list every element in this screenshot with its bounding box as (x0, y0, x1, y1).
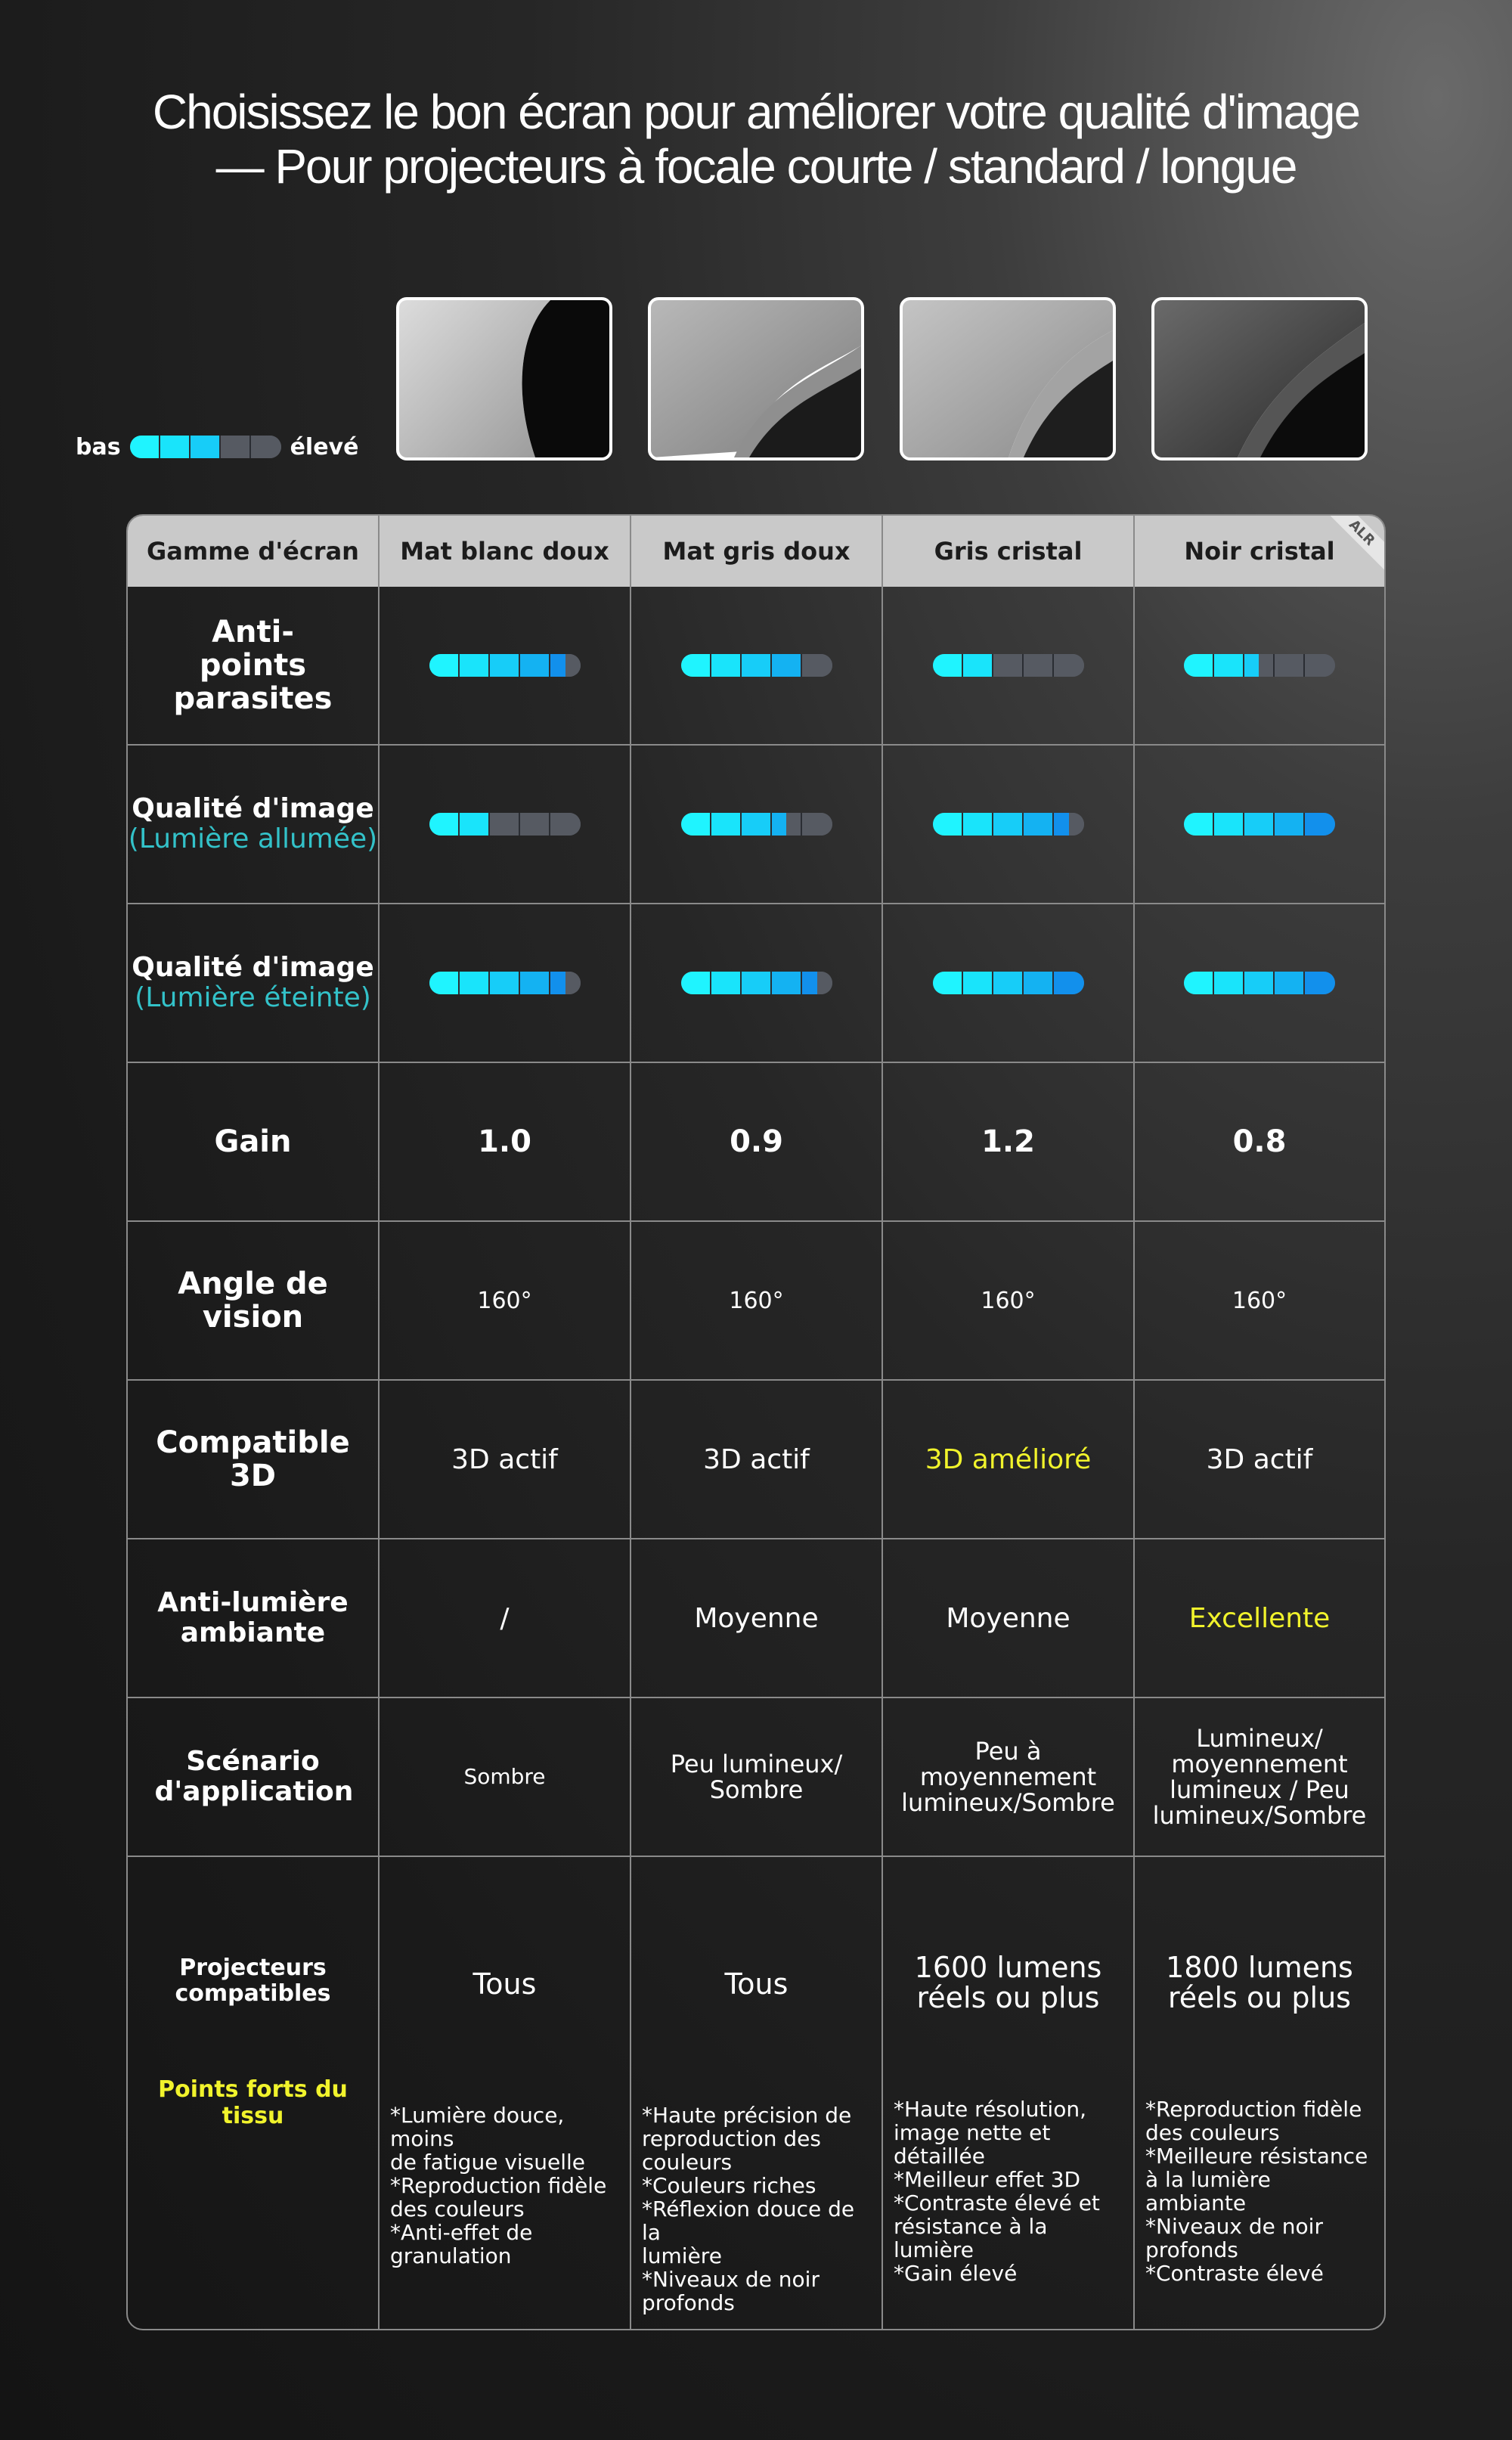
row-label: Gain (214, 1124, 292, 1159)
level-bar (933, 813, 1084, 836)
level-segment (221, 436, 251, 458)
fabric-highlights-text: *Lumière douce, moins de fatigue visuelle *Reproduction fidèle des couleurs *Anti-effet de granulation (390, 2103, 607, 2268)
value-cell (1135, 1539, 1384, 1698)
level-cell (631, 587, 883, 746)
angle-value: 160° (981, 1287, 1036, 1314)
scenario-value: Lumineux/ moyennement lumineux / Peu lumineux/Sombre (1152, 1724, 1367, 1830)
level-segment (1305, 813, 1335, 836)
table-row-gain (128, 1063, 1384, 1222)
table-row-ambient (128, 1539, 1384, 1698)
level-bar (933, 654, 1084, 677)
fabric-highlights (883, 2097, 1133, 2285)
level-cell (380, 746, 631, 904)
level-segment (711, 654, 742, 677)
level-segment (520, 972, 550, 994)
comparison-table (126, 514, 1386, 2330)
level-cell (883, 904, 1135, 1063)
projector-value: 1800 lumens réels ou plus (1166, 1951, 1353, 2014)
level-segment (711, 972, 742, 994)
value-cell (1135, 1381, 1384, 1539)
level-segment (520, 654, 550, 677)
level-segment (1244, 654, 1275, 677)
row-label: Qualité d'image (132, 952, 374, 983)
row-label-cell (128, 587, 380, 746)
header-col-2: Mat gris doux (631, 516, 883, 587)
row-label-cell (128, 904, 380, 1063)
level-segment (993, 972, 1024, 994)
row-label: Angle de vision (178, 1267, 328, 1335)
header-col-3: Gris cristal (883, 516, 1135, 587)
level-segment (802, 654, 832, 677)
value-cell (883, 1698, 1135, 1857)
level-segment (772, 813, 802, 836)
level-bar (429, 813, 581, 836)
table-row-anti-speckle (128, 587, 1384, 746)
level-segment (1214, 813, 1244, 836)
level-cell (1135, 746, 1384, 904)
level-segment (772, 972, 802, 994)
level-segment (1054, 972, 1084, 994)
gain-value: 1.2 (981, 1124, 1035, 1159)
swatch-gris-cristal (900, 297, 1116, 460)
row-sublabel: (Lumière éteinte) (135, 982, 371, 1013)
header-range-label: Gamme d'écran (128, 516, 380, 587)
ambient-value: Moyenne (694, 1602, 819, 1634)
row-label: Anti-points parasites (173, 615, 333, 716)
level-segment (520, 813, 550, 836)
level-legend (76, 432, 358, 462)
level-bar (1184, 654, 1335, 677)
row-label-cell (128, 1381, 380, 1539)
level-segment (1184, 972, 1214, 994)
table-row-scenario (128, 1698, 1384, 1857)
table-header (128, 516, 1384, 587)
value-cell (1135, 1857, 1384, 2329)
3d-value: 3D actif (451, 1443, 558, 1475)
table-row-3d (128, 1381, 1384, 1539)
value-cell (631, 1063, 883, 1222)
table-row-quality-on (128, 746, 1384, 904)
page-title (0, 85, 1512, 194)
value-cell (631, 1857, 883, 2329)
level-segment (1214, 654, 1244, 677)
level-segment (490, 654, 520, 677)
ambient-value: / (500, 1602, 510, 1634)
value-cell (631, 1222, 883, 1381)
scenario-value: Sombre (463, 1764, 546, 1789)
level-segment (933, 972, 963, 994)
row-label-cell (128, 1857, 380, 2329)
level-cell (380, 587, 631, 746)
level-segment (1054, 654, 1084, 677)
swatch-noir-cristal (1151, 297, 1368, 460)
value-cell (1135, 1063, 1384, 1222)
alr-badge-text: ALR (1324, 516, 1384, 572)
level-segment (1275, 972, 1305, 994)
level-segment (933, 654, 963, 677)
value-cell (883, 1857, 1135, 2329)
row-sublabel: (Lumière allumée) (128, 823, 378, 854)
level-segment (993, 654, 1024, 677)
fabric-highlights (631, 2104, 881, 2314)
level-segment (742, 813, 772, 836)
level-segment (1024, 654, 1054, 677)
level-segment (191, 436, 221, 458)
gain-value: 0.9 (730, 1124, 783, 1159)
fabric-highlights (1135, 2097, 1384, 2285)
level-segment (429, 813, 460, 836)
level-segment (429, 654, 460, 677)
level-segment (993, 813, 1024, 836)
legend-high-label: élevé (290, 433, 359, 460)
level-bar (933, 972, 1084, 994)
row-label-cell (128, 1222, 380, 1381)
row-label: Qualité d'image (132, 793, 374, 824)
level-segment (802, 813, 832, 836)
level-segment (681, 972, 711, 994)
level-segment (1054, 813, 1084, 836)
angle-value: 160° (1232, 1287, 1287, 1314)
fabric-highlights-text: *Haute résolution, image nette et détaillée *Meilleur effet 3D *Contraste élevé et résistance à la lumière *Gain élevé (894, 2097, 1100, 2286)
value-cell (883, 1539, 1135, 1698)
row-label-fabric: Points forts du tissu (158, 2076, 348, 2129)
legend-low-label: bas (76, 433, 121, 460)
level-segment (550, 654, 581, 677)
level-segment (130, 436, 160, 458)
scenario-value: Peu à moyennement lumineux/Sombre (901, 1737, 1115, 1817)
level-segment (460, 813, 490, 836)
value-cell (631, 1539, 883, 1698)
level-cell (631, 746, 883, 904)
row-label-cell (128, 1539, 380, 1698)
level-segment (1184, 654, 1214, 677)
3d-value-highlight: 3D amélioré (925, 1443, 1092, 1475)
level-segment (490, 972, 520, 994)
level-segment (460, 972, 490, 994)
row-label-projectors: Projecteurs compatibles (175, 1955, 331, 2007)
table-row-quality-off (128, 904, 1384, 1063)
level-bar (429, 654, 581, 677)
fabric-highlights-text: *Reproduction fidèle des couleurs *Meilleure résistance à la lumière ambiante *Niveaux de noir profonds *Contraste élevé (1145, 2097, 1368, 2286)
level-segment (160, 436, 191, 458)
value-cell (631, 1698, 883, 1857)
value-cell (380, 1857, 631, 2329)
table-row-projectors-fabric (128, 1857, 1384, 2329)
level-segment (681, 654, 711, 677)
row-label: Scénario d'application (154, 1746, 354, 1807)
level-segment (1244, 813, 1275, 836)
level-segment (460, 654, 490, 677)
level-cell (883, 746, 1135, 904)
level-segment (742, 654, 772, 677)
level-segment (933, 813, 963, 836)
legend-bar (130, 436, 281, 458)
level-segment (742, 972, 772, 994)
header-col-1: Mat blanc doux (380, 516, 631, 587)
value-cell (1135, 1698, 1384, 1857)
level-segment (1305, 972, 1335, 994)
level-cell (380, 904, 631, 1063)
value-cell (631, 1381, 883, 1539)
level-segment (1214, 972, 1244, 994)
3d-value: 3D actif (703, 1443, 810, 1475)
angle-value: 160° (477, 1287, 532, 1314)
level-bar (1184, 813, 1335, 836)
fabric-highlights (380, 2104, 630, 2268)
level-cell (883, 587, 1135, 746)
row-label: Anti-lumière ambiante (157, 1587, 349, 1648)
gain-value: 0.8 (1232, 1124, 1287, 1159)
level-segment (711, 813, 742, 836)
projector-value: 1600 lumens réels ou plus (914, 1951, 1102, 2014)
value-cell (883, 1222, 1135, 1381)
level-bar (1184, 972, 1335, 994)
level-segment (1275, 813, 1305, 836)
level-segment (1024, 972, 1054, 994)
header-col-4 (1135, 516, 1384, 587)
level-segment (1184, 813, 1214, 836)
value-cell (380, 1698, 631, 1857)
ambient-value: Moyenne (946, 1602, 1070, 1634)
level-cell (1135, 587, 1384, 746)
level-segment (550, 813, 581, 836)
level-bar (681, 654, 832, 677)
value-cell (380, 1381, 631, 1539)
level-cell (1135, 904, 1384, 1063)
level-segment (802, 972, 832, 994)
value-cell (1135, 1222, 1384, 1381)
swatch-mat-blanc-doux (396, 297, 612, 460)
level-segment (963, 813, 993, 836)
row-label-cell (128, 1698, 380, 1857)
swatch-mat-gris-doux (648, 297, 864, 460)
projector-value: Tous (724, 1967, 789, 2001)
level-segment (490, 813, 520, 836)
scenario-value: Peu lumineux/ Sombre (670, 1750, 843, 1804)
level-segment (681, 813, 711, 836)
alr-badge (1324, 516, 1384, 576)
level-segment (772, 654, 802, 677)
value-cell (883, 1381, 1135, 1539)
level-segment (1024, 813, 1054, 836)
value-cell (380, 1222, 631, 1381)
ambient-value-highlight: Excellente (1188, 1602, 1331, 1634)
level-bar (429, 972, 581, 994)
header-col-4-label: Noir cristal (1184, 537, 1335, 566)
level-segment (1305, 654, 1335, 677)
fabric-highlights-text: *Haute précision de reproduction des couleurs *Couleurs riches *Réflexion douce de la lumière *Niveaux de noir profonds (642, 2103, 855, 2315)
table-row-angle (128, 1222, 1384, 1381)
title-line-1: Choisissez le bon écran pour améliorer votre qualité d'image (152, 85, 1360, 139)
value-cell (883, 1063, 1135, 1222)
level-segment (1275, 654, 1305, 677)
level-segment (1244, 972, 1275, 994)
title-line-2: — Pour projecteurs à focale courte / standard / longue (215, 139, 1297, 194)
level-segment (963, 972, 993, 994)
level-segment (963, 654, 993, 677)
level-bar (681, 813, 832, 836)
angle-value: 160° (729, 1287, 784, 1314)
value-cell (380, 1063, 631, 1222)
projector-value: Tous (472, 1967, 537, 2001)
level-bar (681, 972, 832, 994)
level-segment (429, 972, 460, 994)
level-cell (631, 904, 883, 1063)
value-cell (380, 1539, 631, 1698)
row-label-cell (128, 1063, 380, 1222)
row-label-cell (128, 746, 380, 904)
level-segment (251, 436, 281, 458)
3d-value: 3D actif (1206, 1443, 1313, 1475)
row-label: Compatible 3D (156, 1425, 350, 1493)
gain-value: 1.0 (478, 1124, 531, 1159)
level-segment (550, 972, 581, 994)
